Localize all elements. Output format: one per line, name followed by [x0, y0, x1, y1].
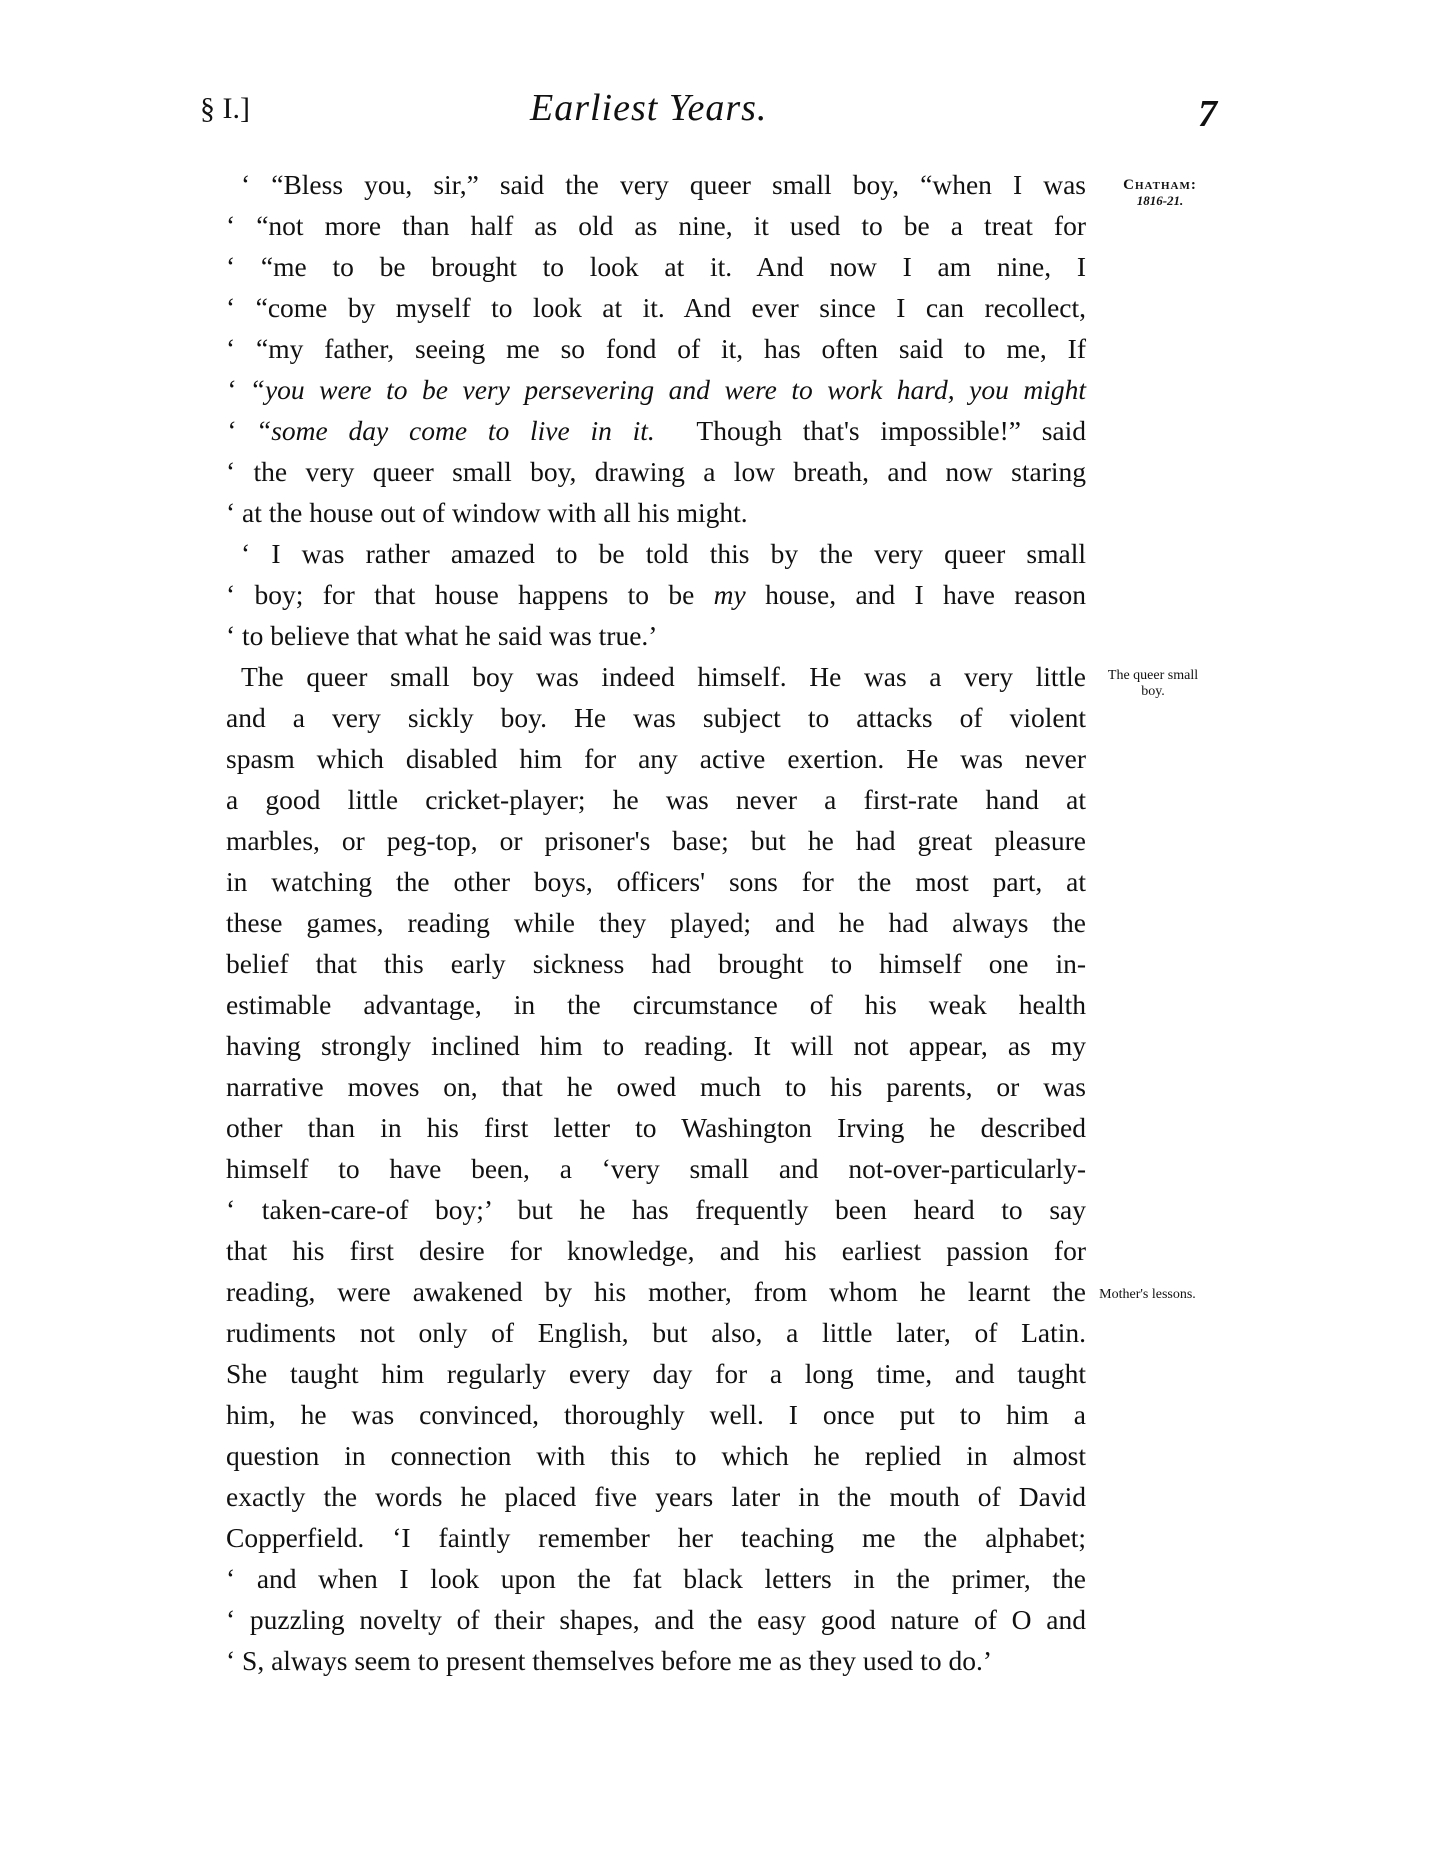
text-line: belief that this early sickness had brought to himself one in- [226, 948, 1086, 979]
text-line: a good little cricket-player; he was never a first-rate hand at [226, 784, 1086, 815]
page-number: 7 [1198, 93, 1217, 135]
text-line: ‘ “my father, seeing me so fond of it, has often said to me, If [226, 333, 1086, 364]
text-line: question in connection with this to which he replied in almost [226, 1440, 1086, 1471]
text-line: ‘ at the house out of window with all his might. [226, 497, 748, 528]
margin-note-queer-boy: The queer small boy. [1107, 668, 1199, 699]
text-fragment: Though that's impossible!” said [696, 415, 1087, 446]
text-line: ‘ S, always seem to present themselves before me as they used to do.’ [226, 1645, 992, 1676]
text-line: The queer small boy was indeed himself. He was a very little [241, 661, 1086, 692]
text-line: ‘ I was rather amazed to be told this by the very queer small [241, 538, 1086, 569]
text-line: in watching the other boys, officers' sons for the most part, at [226, 866, 1086, 897]
text-line: ‘ to believe that what he said was true.’ [226, 620, 658, 651]
text-line: reading, were awakened by his mother, from whom he learnt the [226, 1276, 1086, 1307]
text-line: She taught him regularly every day for a long time, and taught [226, 1358, 1086, 1389]
text-line: ‘ “come by myself to look at it. And ever since I can recollect, [226, 292, 1086, 323]
text-line: and a very sickly boy. He was subject to attacks of violent [226, 702, 1086, 733]
text-line: spasm which disabled him for any active exertion. He was never [226, 743, 1086, 774]
text-line: ‘ the very queer small boy, drawing a low breath, and now staring [226, 456, 1086, 487]
margin-note-place: Chatham: [1123, 177, 1197, 193]
text-line: exactly the words he placed five years later in the mouth of David [226, 1481, 1086, 1512]
text-line: ‘ and when I look upon the fat black letters in the primer, the [226, 1563, 1086, 1594]
text-fragment: ‘ boy; for that house happens to be [226, 579, 695, 610]
margin-note-mothers-lessons: Mother's lessons. [1099, 1287, 1196, 1302]
italic-phrase: ‘ “some day come to live in it. [226, 415, 655, 446]
text-line: ‘ taken-care-of boy;’ but he has frequently been heard to say [226, 1194, 1086, 1225]
text-line: other than in his first letter to Washington Irving he described [226, 1112, 1086, 1143]
margin-note-dates: 1816-21. [1136, 193, 1184, 208]
text-line: ‘ puzzling novelty of their shapes, and the easy good nature of O and [226, 1604, 1086, 1635]
text-line: narrative moves on, that he owed much to his parents, or was [226, 1071, 1086, 1102]
italic-word: my [713, 579, 746, 610]
margin-note-chatham [1100, 177, 1220, 209]
text-line: ‘ “not more than half as old as nine, it used to be a treat for [226, 210, 1086, 241]
running-header [0, 86, 1445, 136]
text-line: ‘ “you were to be very persevering and were to work hard, you might [226, 374, 1086, 405]
text-line: Copperfield. ‘I faintly remember her teaching me the alphabet; [226, 1522, 1086, 1553]
text-line: these games, reading while they played; and he had always the [226, 907, 1086, 938]
text-fragment: house, and I have reason [765, 579, 1087, 610]
text-line: marbles, or peg-top, or prisoner's base; but he had great pleasure [226, 825, 1086, 856]
text-line: ‘ “Bless you, sir,” said the very queer small boy, “when I was [241, 169, 1086, 200]
section-marker: § I.] [200, 92, 250, 125]
text-line: estimable advantage, in the circumstance of his weak health [226, 989, 1086, 1020]
text-line: him, he was convinced, thoroughly well. I once put to him a [226, 1399, 1086, 1430]
text-line-mixed [226, 574, 1086, 616]
text-line: ‘ “me to be brought to look at it. And now I am nine, I [226, 251, 1086, 282]
text-line: having strongly inclined him to reading. It will not appear, as my [226, 1030, 1086, 1061]
text-line-mixed [226, 410, 1086, 452]
text-line: himself to have been, a ‘very small and not-over-particularly- [226, 1153, 1086, 1184]
running-title: Earliest Years. [530, 87, 768, 129]
text-line: rudiments not only of English, but also, a little later, of Latin. [226, 1317, 1086, 1348]
text-line: that his first desire for knowledge, and his earliest passion for [226, 1235, 1086, 1266]
